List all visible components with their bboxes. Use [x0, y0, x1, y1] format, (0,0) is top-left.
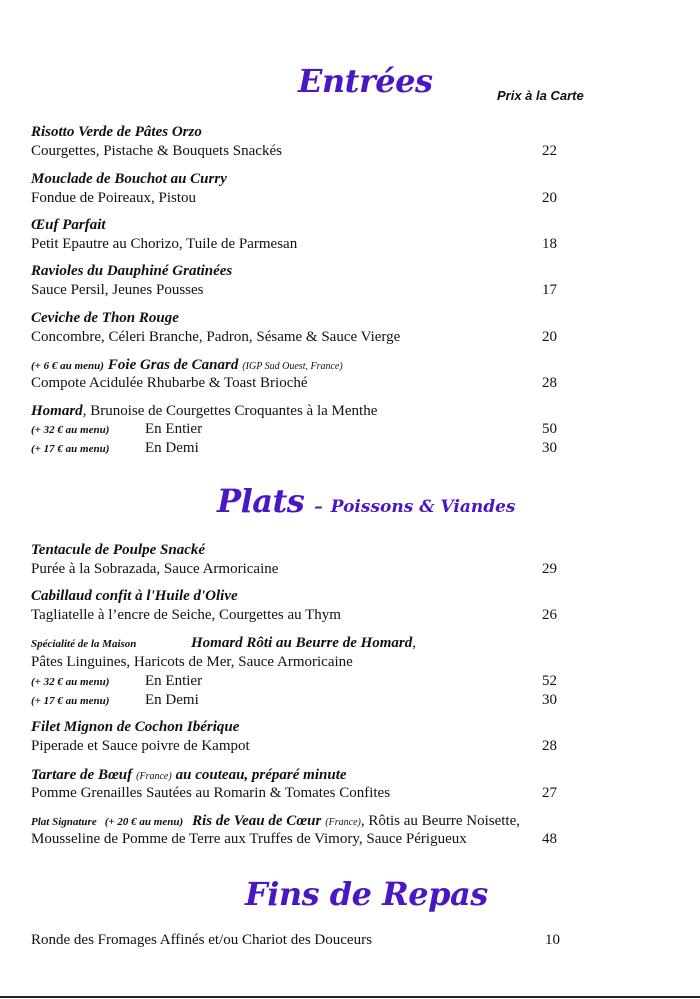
menu-supplement: (+ 6 € au menu): [31, 360, 104, 372]
dish-description: Tagliatelle à l’encre de Seiche, Courgettes au Thym: [31, 607, 341, 623]
dish-description: Courgettes, Pistache & Bouquets Snackés: [31, 143, 282, 159]
page-bottom-rule: [0, 996, 700, 998]
dish-title: Filet Mignon de Cochon Ibérique: [31, 719, 240, 735]
dish-description: , Brunoise de Courgettes Croquantes à la Menthe: [82, 403, 378, 419]
dish-title-suffix: ,: [412, 635, 417, 651]
dish-title: Foie Gras de Canard: [107, 357, 239, 373]
option-label: En Entier: [145, 421, 203, 437]
dish-price: 30: [542, 692, 557, 708]
section-dash: –: [314, 497, 323, 517]
dish-title: Risotto Verde de Pâtes Orzo: [31, 124, 202, 140]
menu-supplement: (+ 32 € au menu): [31, 424, 110, 436]
dish-price: 50: [542, 421, 557, 437]
dish-price: 10: [545, 932, 560, 948]
dish-price: 52: [542, 673, 557, 689]
dish-tag: Plat Signature: [31, 816, 97, 828]
menu-supplement: (+ 17 € au menu): [31, 443, 110, 455]
dish-price: 18: [542, 236, 557, 252]
dish-price: 17: [542, 282, 557, 298]
dish-price: 28: [542, 738, 557, 754]
dish-origin: (IGP Sud Ouest, France): [242, 361, 343, 372]
dish-price: 20: [542, 329, 557, 345]
dish-title: Mouclade de Bouchot au Curry: [31, 171, 227, 187]
dish-title: Tartare de Bœuf: [31, 767, 133, 783]
dish-price: 20: [542, 190, 557, 206]
dish-description: Pâtes Linguines, Haricots de Mer, Sauce Armoricaine: [31, 654, 353, 670]
dish-price: 30: [542, 440, 557, 456]
dish-origin: (France): [325, 817, 361, 828]
dish-origin: (France): [136, 771, 172, 782]
dish-price: 28: [542, 375, 557, 391]
section-subtitle: Poissons & Viandes: [330, 497, 516, 517]
dish-title-row: [31, 402, 377, 420]
dish-title-row: [191, 634, 416, 652]
dish-description: Purée à la Sobrazada, Sauce Armoricaine: [31, 561, 279, 577]
dish-price: 48: [542, 831, 557, 847]
dish-description: Mousseline de Pomme de Terre aux Truffes de Vimory, Sauce Périgueux: [31, 831, 467, 847]
dish-price: 26: [542, 607, 557, 623]
prix-header: Prix à la Carte: [497, 88, 584, 103]
dish-description: Ronde des Fromages Affinés et/ou Chariot des Douceurs: [31, 932, 372, 948]
dish-title: Homard: [31, 403, 83, 419]
dish-title-continued: au couteau, préparé minute: [175, 767, 347, 783]
dish-title: Cabillaud confit à l'Huile d'Olive: [31, 588, 238, 604]
dish-description: , Rôtis au Beurre Noisette,: [360, 813, 520, 829]
dish-title-row: [31, 812, 520, 830]
section-title-entrees: Entrées: [298, 62, 433, 100]
dish-price: 22: [542, 143, 557, 159]
dish-title: Œuf Parfait: [31, 217, 106, 233]
dish-title-row: [31, 356, 343, 374]
dish-title: Tentacule de Poulpe Snacké: [31, 542, 206, 558]
dish-description: Fondue de Poireaux, Pistou: [31, 190, 196, 206]
dish-description: Compote Acidulée Rhubarbe & Toast Brioché: [31, 375, 308, 391]
dish-price: 27: [542, 785, 557, 801]
section-title-plats: Plats: [217, 482, 305, 520]
dish-description: Pomme Grenailles Sautées au Romarin & Tomates Confites: [31, 785, 391, 801]
dish-description: Sauce Persil, Jeunes Pousses: [31, 282, 204, 298]
section-title-fins: Fins de Repas: [245, 875, 488, 913]
dish-description: Piperade et Sauce poivre de Kampot: [31, 738, 250, 754]
dish-title: Homard Rôti au Beurre de Homard: [191, 635, 413, 651]
dish-description: Concombre, Céleri Branche, Padron, Sésame & Sauce Vierge: [31, 329, 401, 345]
option-label: En Demi: [145, 692, 199, 708]
menu-supplement: (+ 20 € au menu): [104, 816, 184, 828]
dish-description: Petit Epautre au Chorizo, Tuile de Parmesan: [31, 236, 298, 252]
section-heading-plats: [217, 482, 515, 520]
menu-supplement: (+ 17 € au menu): [31, 695, 110, 707]
dish-price: 29: [542, 561, 557, 577]
dish-title: Ravioles du Dauphiné Gratinées: [31, 263, 233, 279]
dish-title: Ceviche de Thon Rouge: [31, 310, 179, 326]
dish-tag: Spécialité de la Maison: [31, 638, 137, 650]
dish-title-row: [31, 766, 347, 784]
dish-title: Ris de Veau de Cœur: [192, 813, 322, 829]
menu-supplement: (+ 32 € au menu): [31, 676, 110, 688]
option-label: En Demi: [145, 440, 199, 456]
option-label: En Entier: [145, 673, 203, 689]
